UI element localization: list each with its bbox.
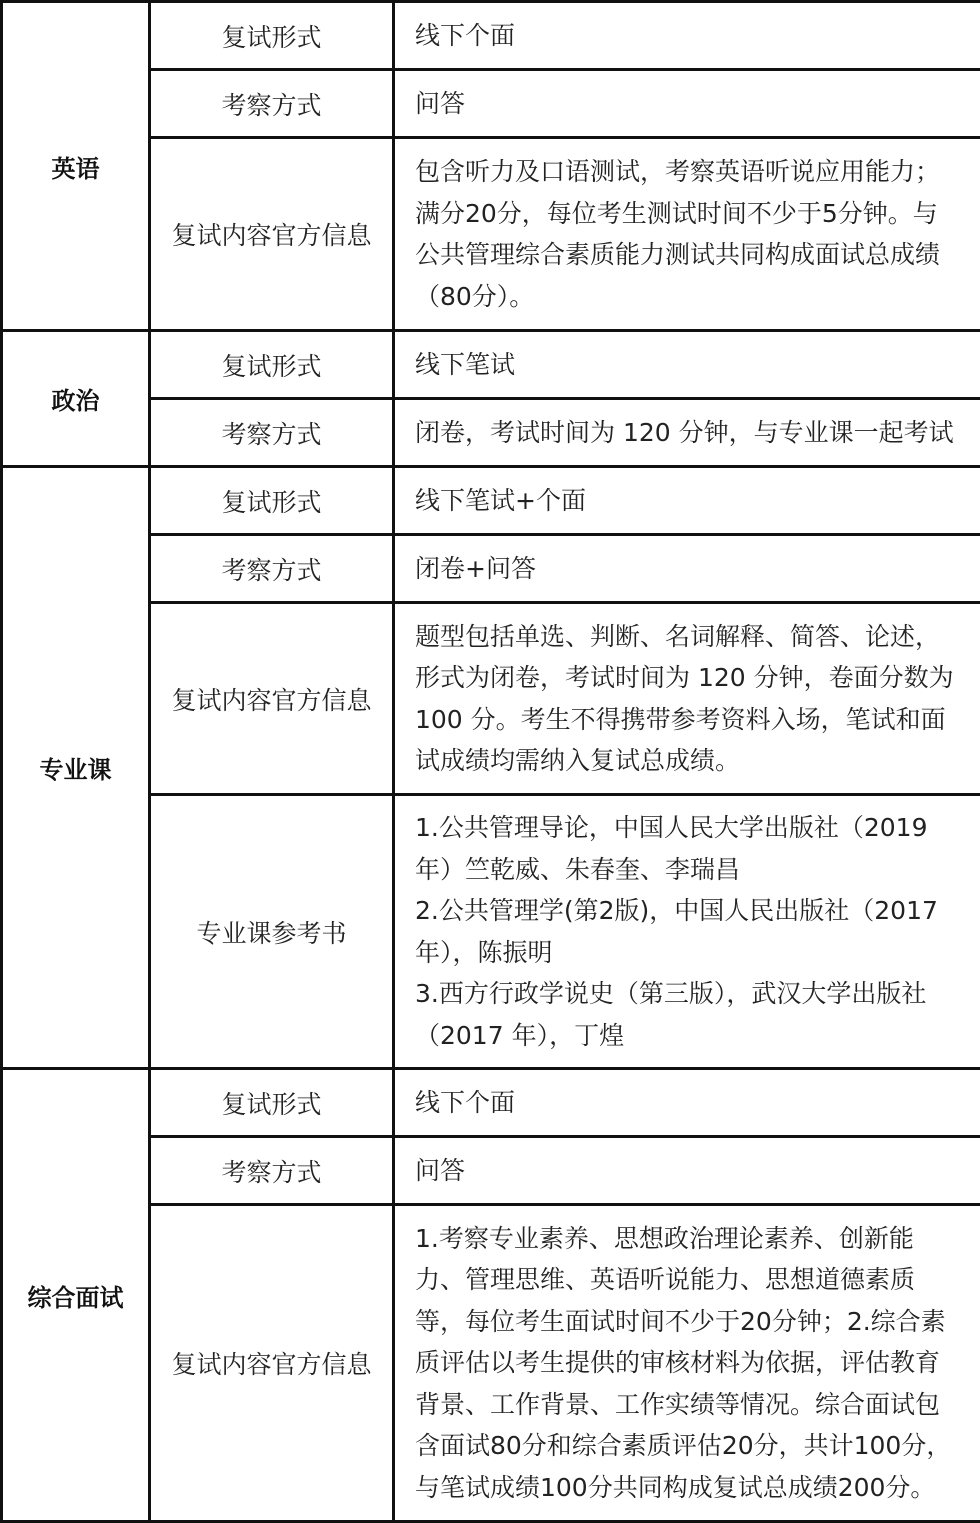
value-line: 包含听力及口语测试，考察英语听说应用能力； [415, 151, 970, 193]
value-line: 线下笔试 [415, 344, 970, 386]
row-label: 专业课参考书 [150, 795, 394, 1069]
subject-english: 英语 [2, 2, 150, 331]
table-row [2, 467, 980, 535]
row-value [394, 535, 980, 603]
value-line: 闭卷+问答 [415, 548, 970, 590]
row-value [394, 467, 980, 535]
row-value [394, 138, 980, 331]
row-label: 考察方式 [150, 399, 394, 467]
row-value [394, 1205, 980, 1522]
value-line: 1.公共管理导论，中国人民大学出版社（2019 [415, 807, 970, 849]
row-value [394, 1069, 980, 1137]
value-line: 满分20分，每位考生测试时间不少于5分钟。与 [415, 193, 970, 235]
value-line: 公共管理综合素质能力测试共同构成面试总成绩 [415, 234, 970, 276]
value-line: 年）竺乾威、朱春奎、李瑞昌 [415, 849, 970, 891]
row-label: 复试形式 [150, 331, 394, 399]
value-line: 等，每位考生面试时间不少于20分钟；2.综合素 [415, 1301, 970, 1343]
value-line: 背景、工作背景、工作实绩等情况。综合面试包 [415, 1384, 970, 1426]
row-label: 复试形式 [150, 1069, 394, 1137]
value-line: 闭卷，考试时间为 120 分钟，与专业课一起考试 [415, 412, 970, 454]
value-line: 线下笔试+个面 [415, 480, 970, 522]
row-label: 复试内容官方信息 [150, 1205, 394, 1522]
value-line: 线下个面 [415, 1082, 970, 1124]
row-value [394, 795, 980, 1069]
row-label: 复试内容官方信息 [150, 603, 394, 795]
value-line: 力、管理思维、英语听说能力、思想道德素质 [415, 1259, 970, 1301]
table-row [2, 1069, 980, 1137]
value-line: 质评估以考生提供的审核材料为依据，评估教育 [415, 1342, 970, 1384]
table-row [2, 2, 980, 70]
row-label: 复试形式 [150, 2, 394, 70]
value-line: 含面试80分和综合素质评估20分，共计100分， [415, 1425, 970, 1467]
row-label: 复试内容官方信息 [150, 138, 394, 331]
value-line: 问答 [415, 1150, 970, 1192]
value-line: 问答 [415, 83, 970, 125]
row-value [394, 1137, 980, 1205]
subject-major: 专业课 [2, 467, 150, 1069]
row-value [394, 2, 980, 70]
value-line: 100 分。考生不得携带参考资料入场，笔试和面 [415, 699, 970, 741]
value-line: 与笔试成绩100分共同构成复试总成绩200分。 [415, 1467, 970, 1509]
value-line: （2017 年），丁煌 [415, 1015, 970, 1057]
value-line: 形式为闭卷，考试时间为 120 分钟，卷面分数为 [415, 657, 970, 699]
value-line: （80分）。 [415, 276, 970, 318]
row-label: 考察方式 [150, 535, 394, 603]
row-label: 考察方式 [150, 70, 394, 138]
subject-interview: 综合面试 [2, 1069, 150, 1522]
row-value [394, 603, 980, 795]
value-line: 年），陈振明 [415, 932, 970, 974]
value-line: 1.考察专业素养、思想政治理论素养、创新能 [415, 1218, 970, 1260]
row-label: 考察方式 [150, 1137, 394, 1205]
subject-politics: 政治 [2, 331, 150, 467]
value-line: 3.西方行政学说史（第三版），武汉大学出版社 [415, 973, 970, 1015]
value-line: 线下个面 [415, 15, 970, 57]
row-value [394, 331, 980, 399]
value-line: 2.公共管理学(第2版)，中国人民出版社（2017 [415, 890, 970, 932]
value-line: 试成绩均需纳入复试总成绩。 [415, 740, 970, 782]
row-label: 复试形式 [150, 467, 394, 535]
table-row [2, 331, 980, 399]
value-line: 题型包括单选、判断、名词解释、简答、论述， [415, 616, 970, 658]
row-value [394, 399, 980, 467]
row-value [394, 70, 980, 138]
